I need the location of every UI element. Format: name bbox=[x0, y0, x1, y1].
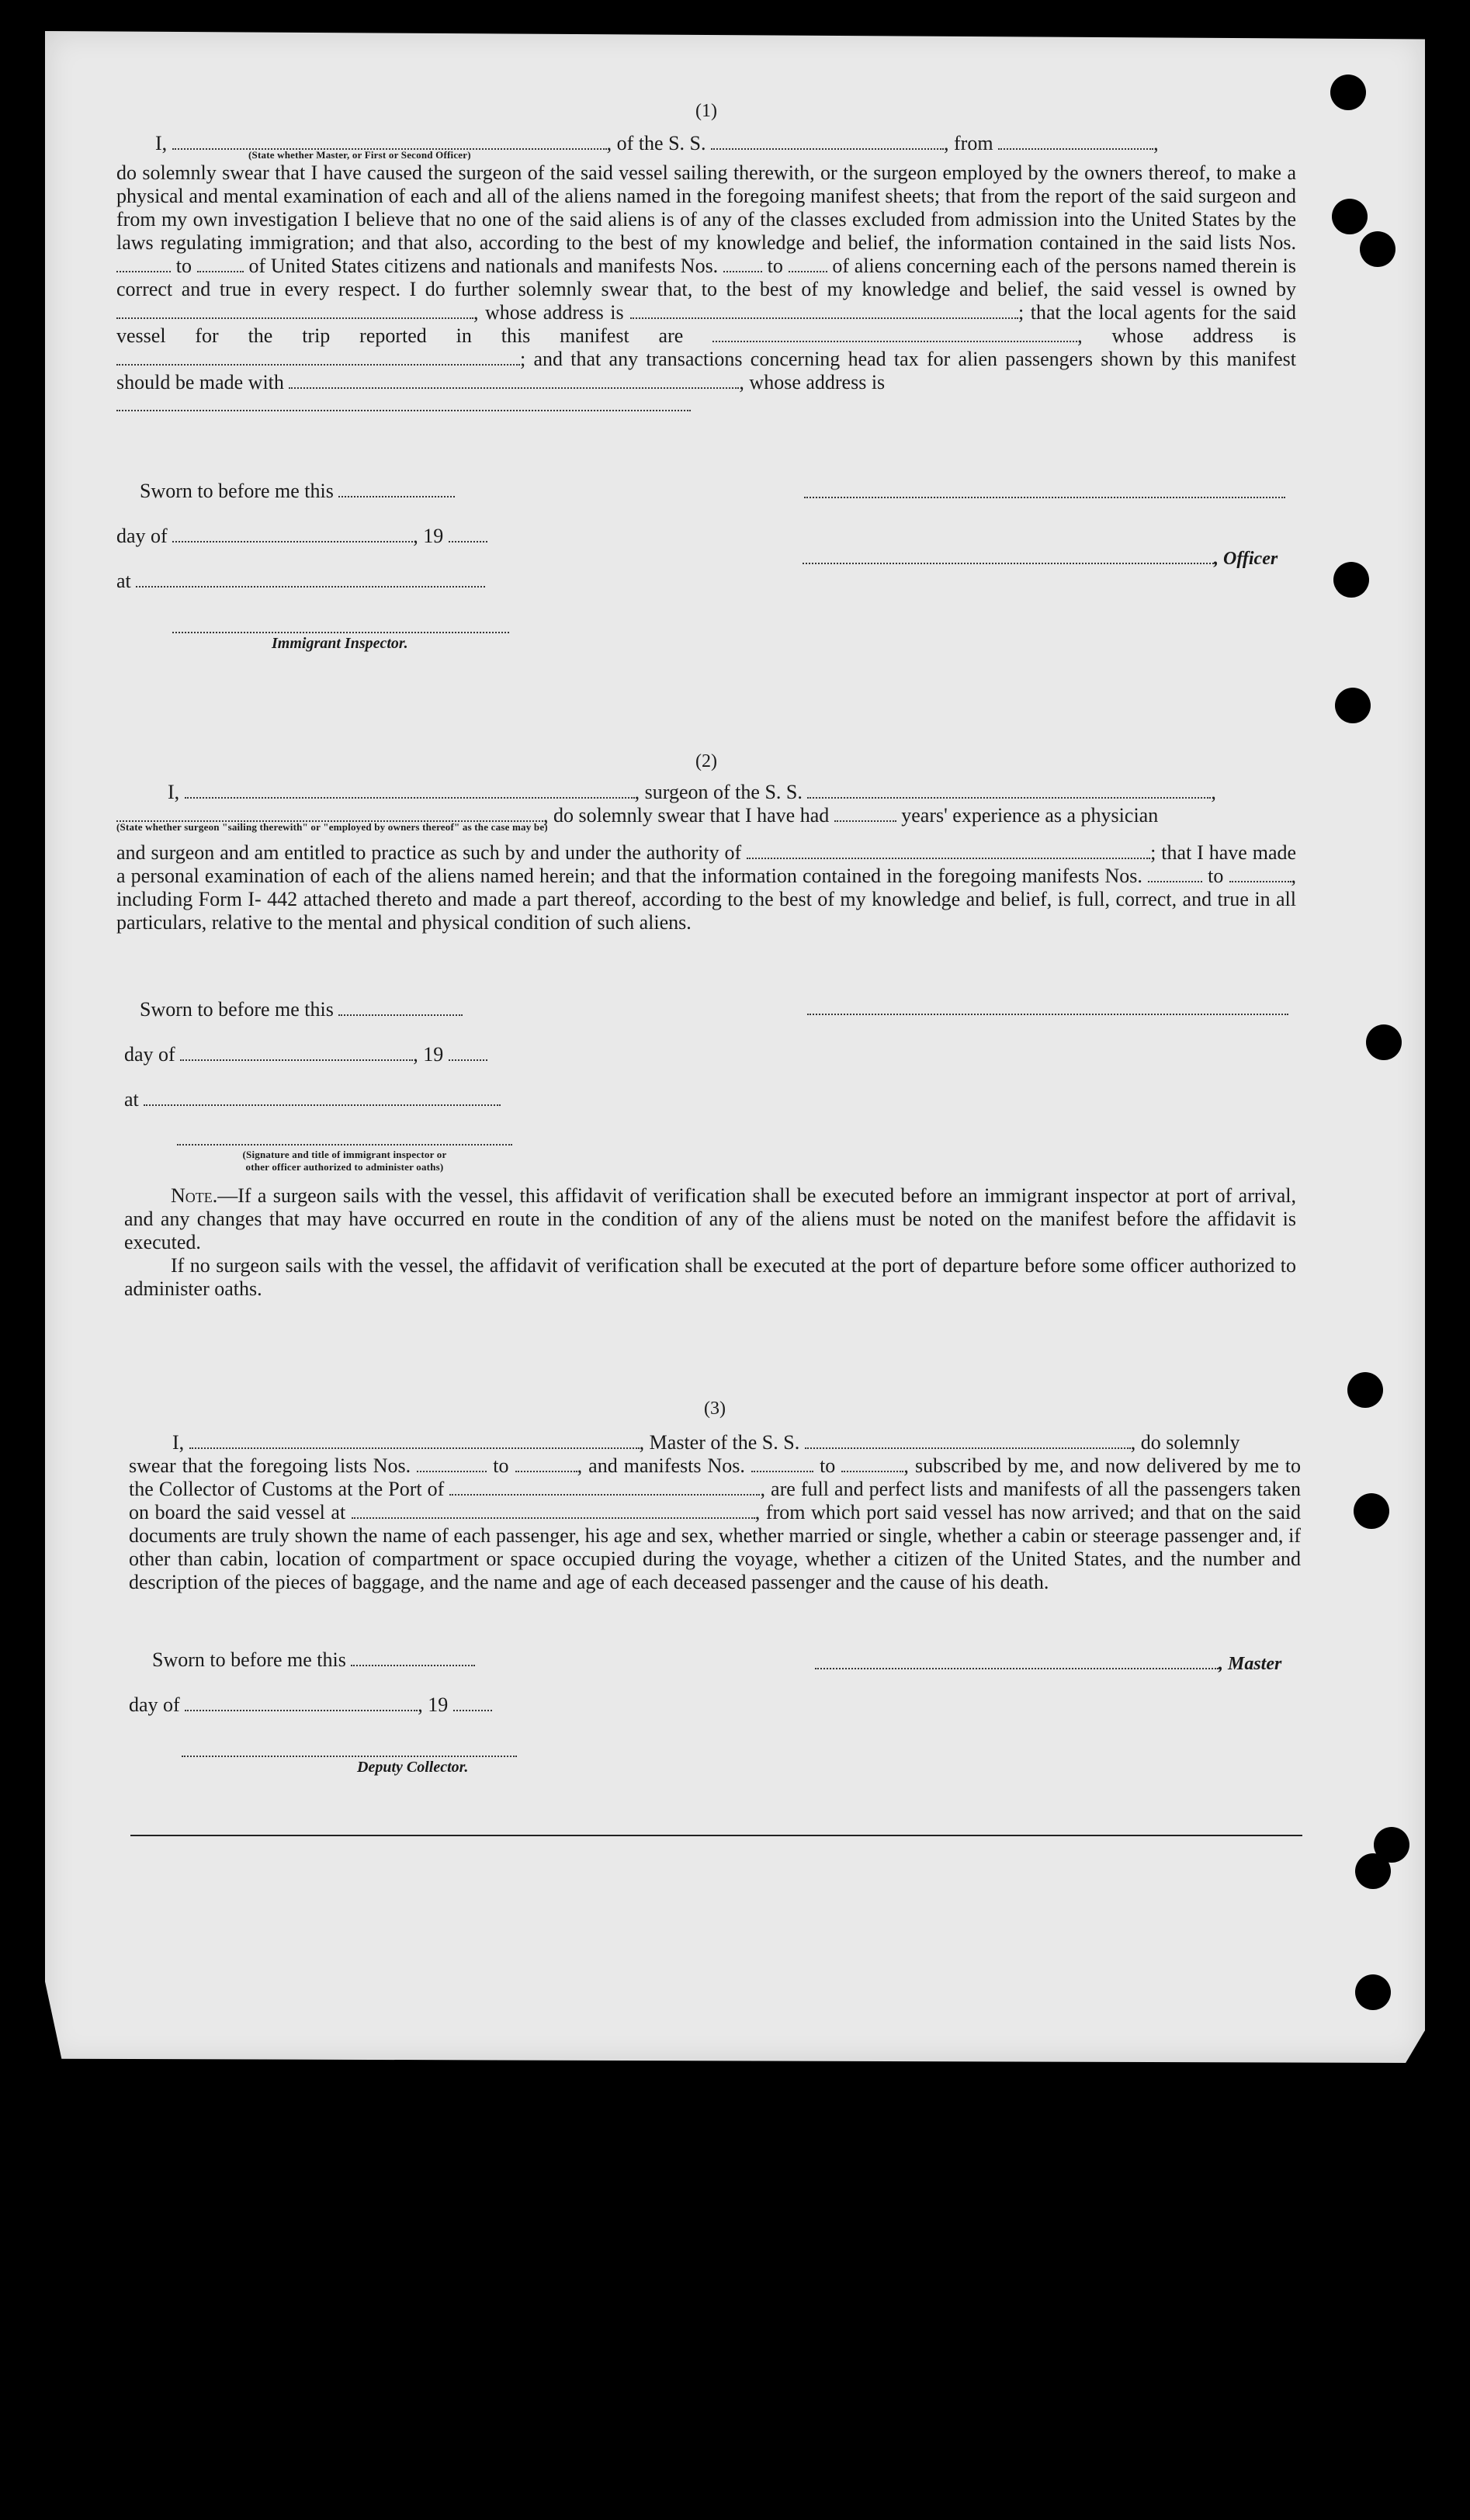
customs-port-field[interactable] bbox=[449, 1478, 760, 1496]
surgeon-vessel-field[interactable] bbox=[807, 782, 1211, 799]
owner-address-field[interactable] bbox=[630, 302, 1018, 319]
local-agents-field[interactable] bbox=[712, 325, 1077, 342]
deputy-caption: Deputy Collector. bbox=[357, 1759, 469, 1776]
surgeon-manifests-from-field[interactable] bbox=[1148, 865, 1202, 882]
section-2-oath-line: I, , surgeon of the S. S. , bbox=[168, 781, 1216, 803]
experience-years-field[interactable] bbox=[834, 805, 896, 822]
note-label: Note. bbox=[171, 1184, 218, 1207]
section-2-inspector-signature-line[interactable] bbox=[177, 1144, 512, 1146]
section-2-day-of: day of , 19 bbox=[124, 1043, 487, 1066]
lists-from-field[interactable] bbox=[116, 255, 171, 272]
year-field-2[interactable] bbox=[449, 1044, 487, 1061]
binder-hole bbox=[1355, 1974, 1391, 2010]
day-of-field-2[interactable] bbox=[180, 1044, 413, 1061]
lists-to-field[interactable] bbox=[197, 255, 244, 272]
at-field-1[interactable] bbox=[136, 570, 485, 588]
departure-port-field[interactable] bbox=[998, 133, 1153, 150]
year-field-1[interactable] bbox=[449, 525, 487, 542]
section-2-sworn: Sworn to before me this bbox=[140, 998, 463, 1021]
surgeon-note bbox=[124, 1184, 1296, 1301]
manifests-to-field[interactable] bbox=[789, 255, 827, 272]
manifests-from-field[interactable] bbox=[723, 255, 762, 272]
officer-name-field[interactable] bbox=[172, 133, 607, 150]
section-1-at: at bbox=[116, 570, 485, 593]
binder-hole bbox=[1355, 1853, 1391, 1889]
inspector-signature-line[interactable] bbox=[172, 632, 509, 633]
sworn-day-field-1[interactable] bbox=[338, 480, 455, 497]
section-3-day-of: day of , 19 bbox=[129, 1693, 492, 1717]
surgeon-status-field[interactable] bbox=[116, 805, 543, 822]
master-vessel-field[interactable] bbox=[805, 1432, 1131, 1449]
day-of-field-1[interactable] bbox=[172, 525, 413, 542]
section-2 bbox=[116, 750, 1296, 934]
master-lists-from-field[interactable] bbox=[417, 1455, 487, 1472]
vessel-name-field[interactable] bbox=[711, 133, 944, 150]
boarding-port-field[interactable] bbox=[352, 1502, 755, 1519]
master-manifests-to-field[interactable] bbox=[841, 1455, 903, 1472]
inspector-caption: Immigrant Inspector. bbox=[272, 635, 408, 652]
section-1 bbox=[116, 99, 1296, 411]
surgeon-caption: (State whether surgeon "sailing therewith" or "employed by owners thereof" as the case may be) bbox=[116, 821, 548, 833]
binder-hole bbox=[1360, 231, 1395, 267]
section-1-oath-line: I, , of the S. S. , from , bbox=[155, 132, 1159, 154]
officer-caption: (State whether Master, or First or Second Officer) bbox=[248, 149, 471, 161]
section-2-line-2: , do solemnly swear that I have had years' experience as a physician bbox=[116, 804, 1296, 827]
owner-field[interactable] bbox=[116, 302, 473, 319]
section-3-sworn: Sworn to before me this bbox=[152, 1648, 475, 1672]
section-1-paragraph: do solemnly swear that I have caused the surgeon of the said vessel sailing therewith, or the surgeon employed by the owners thereof, to make a physical and mental examination of each and all of the aliens named in the foregoing manifest sheets; that from the report of the said surgeon and from my own investigation I believe that no one of the said aliens is of any of the classes excluded from admission into the United States by the laws regulating immigration; and that also, according to the best of my knowledge and belief, the information contained in the said lists Nos. to of United States citizens and nationals and manifests Nos. to of aliens concerning each of the persons named therein is correct and true in every respect. I do further solemnly swear that, to the best of my knowledge and belief, the said vessel is owned by , whose address is ; that the local agents for the said vessel for the trip reported in this manifest are , whose address is ; and that any transactions concerning head tax for alien passengers shown by this manifest should be made with , whose address is bbox=[116, 161, 1297, 393]
section-2-signature-caption: (Signature and title of immigrant inspector or other officer authorized to administer oaths) bbox=[242, 1149, 447, 1173]
binder-hole bbox=[1354, 1493, 1389, 1529]
section-3 bbox=[129, 1397, 1301, 1594]
section-3-paragraph: swear that the foregoing lists Nos. to , and manifests Nos. to , subscribed by me, and now delivered by me to the Collector of Customs at the Port of , are full and perfect lists and manifests of all the passengers taken on board the said vessel at , from which port said vessel has now arrived; and that on the said documents are truly shown the name of each passenger, his age and sex, whether married or single, whether a cabin or steerage passenger and, if other than cabin, location of compartment or space occupied during the voyage, whether a citizen of the United States, and the number and description of the pieces of baggage, and the name and age of each deceased passenger and the cause of his death. bbox=[129, 1454, 1302, 1593]
master-signature: , Master bbox=[815, 1652, 1281, 1675]
surgeon-manifests-to-field[interactable] bbox=[1229, 865, 1291, 882]
surgeon-signature-line[interactable] bbox=[807, 1014, 1288, 1015]
sworn-day-field-3[interactable] bbox=[351, 1649, 475, 1666]
master-lists-to-field[interactable] bbox=[515, 1455, 577, 1472]
section-2-number: (2) bbox=[695, 751, 717, 771]
officer-signature-line-top[interactable] bbox=[804, 497, 1285, 498]
section-2-paragraph: and surgeon and am entitled to practice as such by and under the authority of ; that I have made a personal examination of each of the aliens named herein; and that the information contained in the foregoing manifests Nos. to , including Form I- 442 attached thereto and made a part thereof, according to the best of my knowledge and belief, is full, correct, and true in all particulars, relative to the mental and physical condition of such aliens. bbox=[116, 841, 1297, 934]
master-name-field[interactable] bbox=[189, 1432, 640, 1449]
section-1-day-of: day of , 19 bbox=[116, 525, 487, 548]
binder-hole bbox=[1335, 688, 1371, 723]
at-field-2[interactable] bbox=[144, 1089, 501, 1106]
binder-hole bbox=[1332, 199, 1368, 234]
day-of-field-3[interactable] bbox=[185, 1694, 418, 1711]
binder-hole bbox=[1330, 75, 1366, 110]
surgeon-name-field[interactable] bbox=[185, 782, 635, 799]
master-signature-field[interactable] bbox=[815, 1652, 1219, 1669]
head-tax-address-field[interactable] bbox=[116, 394, 691, 411]
binder-hole bbox=[1333, 562, 1369, 598]
officer-signature: , Officer bbox=[803, 546, 1278, 570]
deputy-signature-line[interactable] bbox=[182, 1756, 517, 1757]
note-text-2: If no surgeon sails with the vessel, the affidavit of verification shall be executed at the port of departure before some officer authorized to administer oaths. bbox=[124, 1254, 1296, 1300]
binder-hole bbox=[1347, 1372, 1383, 1408]
section-1-number: (1) bbox=[695, 101, 717, 121]
agents-address-field[interactable] bbox=[116, 348, 520, 366]
binder-hole bbox=[1366, 1024, 1402, 1060]
section-3-oath-line: I, , Master of the S. S. , do solemnly bbox=[172, 1431, 1240, 1454]
note-text-1: —If a surgeon sails with the vessel, this affidavit of verification shall be executed before an immigrant inspector at port of arrival, and any changes that may have occurred en route in the condition of any of the aliens must be noted on the manifest before the affidavit is executed. bbox=[124, 1184, 1296, 1253]
head-tax-contact-field[interactable] bbox=[289, 372, 739, 389]
master-manifests-from-field[interactable] bbox=[751, 1455, 813, 1472]
section-2-at: at bbox=[124, 1088, 501, 1111]
year-field-3[interactable] bbox=[453, 1694, 492, 1711]
sworn-day-field-2[interactable] bbox=[338, 999, 463, 1016]
section-3-number: (3) bbox=[704, 1399, 726, 1419]
officer-signature-field[interactable] bbox=[803, 547, 1214, 564]
section-1-sworn: Sworn to before me this bbox=[140, 480, 455, 503]
bottom-rule bbox=[130, 1835, 1302, 1836]
practice-authority-field[interactable] bbox=[747, 842, 1150, 859]
